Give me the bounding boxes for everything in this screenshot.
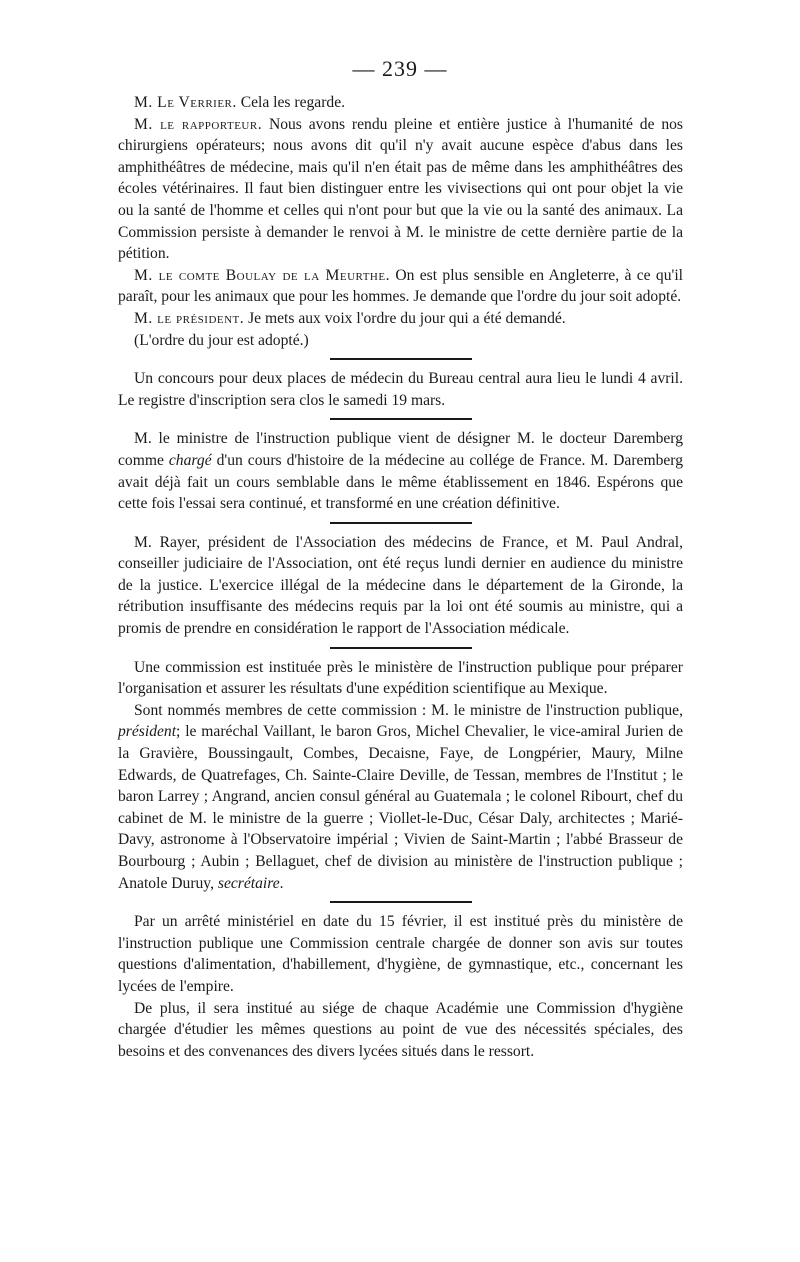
speaker-name: M. le président. [134, 309, 245, 327]
paragraph-le-verrier [118, 92, 683, 114]
paragraph-text: ; le maréchal Vaillant, le baron Gros, Michel Chevalier, le vice-amiral Jurien de la Gravière, Boussingault, Combes, Decaisne, Faye, de Longpérier, Maury, Milne Edwards, de Quatrefages, Ch. Sainte-Claire Deville, de Tessan, membres de l'Institut ; le baron Larrey ; Angrand, ancien consul général au Guatemala ; le colonel Ribourt, chef du cabinet de M. le ministre de la guerre ; Viollet-le-Duc, César Daly, architectes ; Marié-Davy, astronome à l'Observatoire impérial ; Vivien de Saint-Martin ; l'abbé Brasseur de Bourbourg ; Aubin ; Bellaguet, chef de division au ministère de l'instruction publique ; Anatole Duruy, [118, 723, 683, 892]
emphasis-text: chargé [168, 451, 212, 469]
page-number: — 239 — [352, 56, 448, 81]
paragraph-daremberg [118, 428, 683, 514]
page-body [118, 92, 683, 1062]
paragraph-text: . [279, 874, 284, 892]
paragraph-commission-mexique: Une commission est instituée près le ministère de l'instruction publique pour préparer l'organisation et assurer les résultats d'une expédition scientifique au Mexique. [118, 658, 683, 698]
paragraph-membres [118, 700, 683, 894]
paragraph-concours: Un concours pour deux places de médecin du Bureau central aura lieu le lundi 4 avril. Le registre d'inscription sera clos le samedi 19 mars. [118, 370, 683, 409]
paragraph-text: Sont nommés membres de cette commission : M. le ministre de l'instruction publique, [134, 701, 683, 719]
paragraph-rapporteur [118, 114, 683, 265]
section-divider [330, 522, 472, 524]
section-divider [330, 901, 472, 903]
paragraph-text: On est plus sensible en Angleterre, à ce qu'il paraît, pour les animaux que pour les hommes. Je demande que l'ordre du jour soit adopté. [118, 266, 683, 306]
speaker-name: M. Le Verrier. [134, 94, 237, 111]
section-divider [330, 358, 472, 360]
emphasis-text: président [118, 723, 177, 741]
paragraph-text: M. le ministre de l'instruction publique vient de désigner M. le docteur Daremberg comme [118, 430, 683, 469]
paragraph-president [118, 308, 683, 330]
paragraph-ordre-du-jour: (L'ordre du jour est adopté.) [134, 331, 309, 349]
paragraph-hygiene: De plus, il sera institué au siége de chaque Académie une Commission d'hygiène chargée d'étudier les mêmes questions au point de vue des nécessités spéciales, des besoins et des convenances des divers lycées situés dans le ressort. [118, 999, 683, 1060]
paragraph-rayer: M. Rayer, président de l'Association des médecins de France, et M. Paul Andral, conseiller judiciaire de l'Association, ont été reçus lundi dernier en audience du ministre de la justice. L'exercice illégal de la médecine dans le département de la Gironde, la rétribution insuffisante des médecins requis par la loi ont été soumis au ministre, qui a promis de prendre en considération le rapport de l'Association médicale. [118, 533, 683, 638]
paragraph-text: d'un cours d'histoire de la médecine au collége de France. M. Daremberg avait déjà fait un cours semblable dans le même établissement en 1846. Espérons que cette fois l'essai sera continué, et transformé en une création définitive. [118, 451, 683, 513]
paragraph-text: Nous avons rendu pleine et entière justice à l'humanité de nos chirurgiens opérateurs; nous avons dit qu'il n'y avait aucune espèce d'abus dans les amphithéâtres de médecine, mais qu'il n'en était pas de même dans les amphithéâtres des écoles vétérinaires. Il faut bien distinguer entre les vivisections qui ont pour objet la vie ou la santé de l'homme et celles qui n'ont pour but que la vie ou la santé des animaux. La Commission persiste à demander le renvoi à M. le ministre de cette dernière partie de la pétition. [118, 115, 683, 263]
speaker-name: M. le rapporteur. [134, 115, 263, 133]
section-divider [330, 647, 472, 649]
speaker-name: M. le comte Boulay de la Meurthe. [134, 266, 390, 284]
paragraph-text: Je mets aux voix l'ordre du jour qui a été demandé. [244, 309, 566, 327]
emphasis-text: secrétaire [217, 874, 280, 892]
paragraph-boulay [118, 265, 683, 308]
paragraph-text: Cela les regarde. [236, 94, 346, 111]
paragraph-arrete: Par un arrêté ministériel en date du 15 février, il est institué près du ministère de l'instruction publique une Commission centrale chargée de donner son avis sur toutes questions d'alimentation, d'habillement, d'hygiène, de gymnastique, etc., concernant les lycées de l'empire. [118, 913, 683, 995]
section-divider [330, 418, 472, 420]
